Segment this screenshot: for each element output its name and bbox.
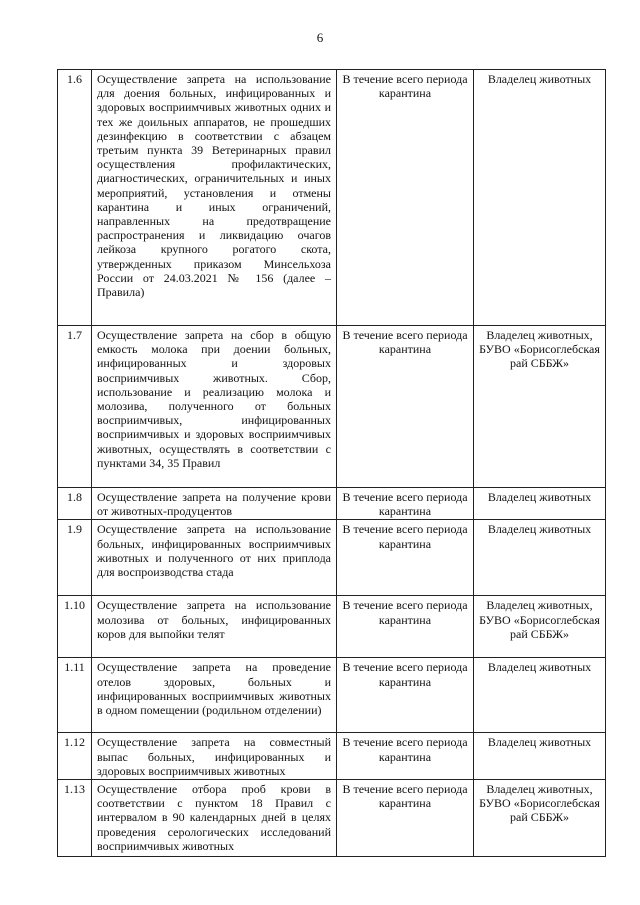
page-number: 6 <box>316 30 324 45</box>
measures-table <box>57 69 606 857</box>
table-row <box>58 70 606 326</box>
row-number: 1.11 <box>58 658 92 733</box>
measure-text: Осуществление запрета на использование молозива от больных, инфицированных коров для выпойки телят <box>92 596 337 658</box>
measure-period: В течение всего периода карантина <box>337 596 474 658</box>
row-number: 1.13 <box>58 780 92 857</box>
measure-period: В течение всего периода карантина <box>337 520 474 596</box>
measure-period: В течение всего периода карантина <box>337 780 474 857</box>
measure-period: В течение всего периода карантина <box>337 733 474 780</box>
table-row <box>58 596 606 658</box>
measure-text: Осуществление запрета на использование для доения больных, инфицированных и здоровых восприимчивых животных одних и тех же доильных аппаратов, не прошедших дезинфекцию в соответствии с абзацем третьим пункта 39 Ветеринарных правил осуществления профилактических, диагностических, ограничительных и иных мероприятий, установления и отмены карантина и иных ограничений, направленных на предотвращение распространения и ликвидацию очагов лейкоза крупного рогатого скота, утвержденных приказом Минсельхоза России от 24.03.2021 № 156 (далее – Правила) <box>92 70 337 326</box>
measure-period: В течение всего периода карантина <box>337 70 474 326</box>
measure-responsible: Владелец животных, БУВО «Борисоглебская рай СББЖ» <box>474 326 606 488</box>
measure-text: Осуществление запрета на проведение отелов здоровых, больных и инфицированных восприимчивых животных в одном помещении (родильном отделении) <box>92 658 337 733</box>
row-number: 1.6 <box>58 70 92 326</box>
measure-responsible: Владелец животных <box>474 488 606 520</box>
measure-responsible: Владелец животных <box>474 733 606 780</box>
measure-text: Осуществление отбора проб крови в соответствии с пунктом 18 Правил с интервалом в 90 календарных дней в целях проведения серологических исследований восприимчивых животных <box>92 780 337 857</box>
measure-responsible: Владелец животных, БУВО «Борисоглебская рай СББЖ» <box>474 780 606 857</box>
row-number: 1.12 <box>58 733 92 780</box>
measure-text: Осуществление запрета на получение крови от животных-продуцентов <box>92 488 337 520</box>
measure-responsible: Владелец животных <box>474 520 606 596</box>
measure-text: Осуществление запрета на совместный выпас больных, инфицированных и здоровых восприимчивых животных <box>92 733 337 780</box>
measure-text: Осуществление запрета на сбор в общую емкость молока при доении больных, инфицированных и здоровых восприимчивых животных. Сбор, использование и реализацию молока и молозива, полученного от больных восприимчивых, инфицированных восприимчивых и здоровых восприимчивых животных, осуществлять в соответствии с пунктами 34, 35 Правил <box>92 326 337 488</box>
row-number: 1.9 <box>58 520 92 596</box>
table-row <box>58 658 606 733</box>
measure-responsible: Владелец животных <box>474 658 606 733</box>
row-number: 1.8 <box>58 488 92 520</box>
table-row <box>58 780 606 857</box>
measure-period: В течение всего периода карантина <box>337 488 474 520</box>
table-row <box>58 520 606 596</box>
measure-responsible: Владелец животных, БУВО «Борисоглебская рай СББЖ» <box>474 596 606 658</box>
table-row <box>58 488 606 520</box>
table-row <box>58 733 606 780</box>
row-number: 1.7 <box>58 326 92 488</box>
measure-text: Осуществление запрета на использование больных, инфицированных восприимчивых животных и полученного от них приплода для воспроизводства стада <box>92 520 337 596</box>
table-row <box>58 326 606 488</box>
row-number: 1.10 <box>58 596 92 658</box>
measure-period: В течение всего периода карантина <box>337 658 474 733</box>
measure-period: В течение всего периода карантина <box>337 326 474 488</box>
measure-responsible: Владелец животных <box>474 70 606 326</box>
